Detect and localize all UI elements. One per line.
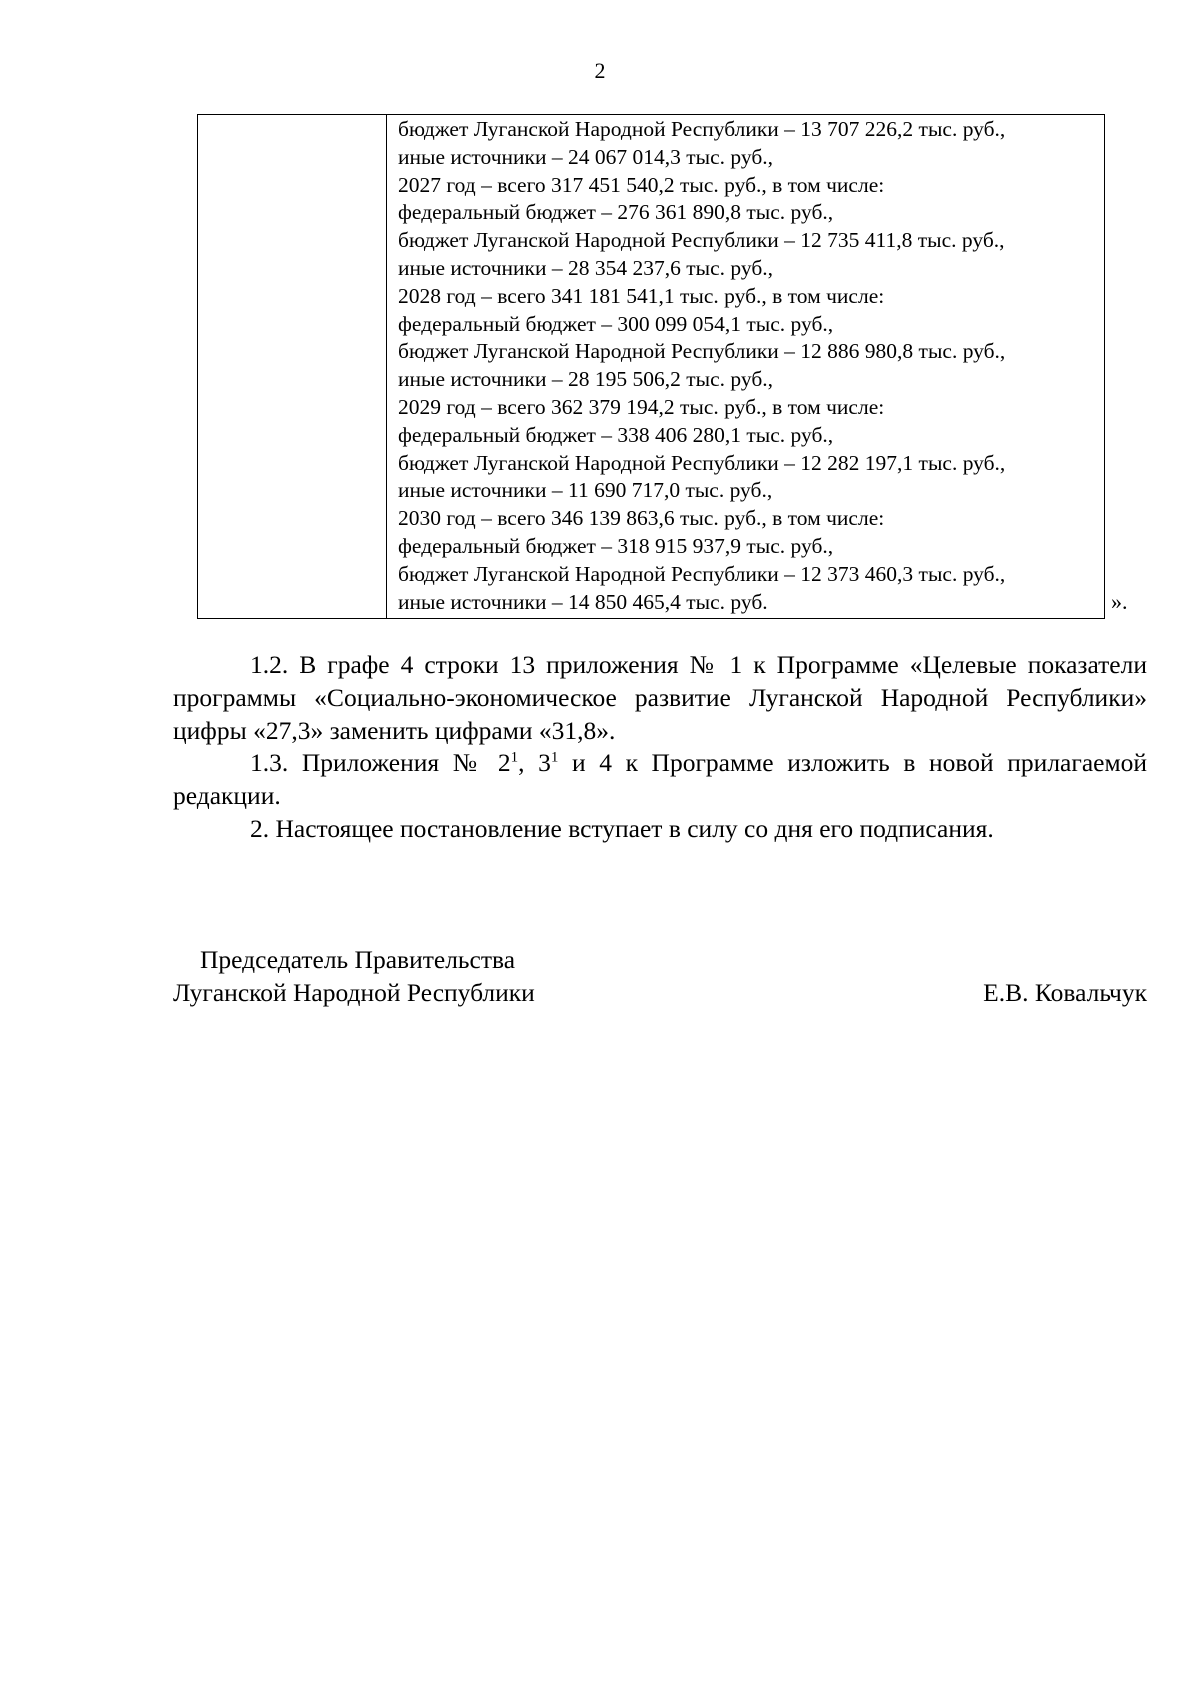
table-line: 2029 год – всего 362 379 194,2 тыс. руб., в том числе: bbox=[398, 394, 885, 419]
signature-organization: Луганской Народной Республики bbox=[173, 978, 535, 1007]
paragraph-2-text: 2. Настоящее постановление вступает в силу со дня его подписания. bbox=[250, 814, 994, 843]
paragraph-1-2 bbox=[173, 648, 1147, 747]
signature-name: Е.В. Ковальчук bbox=[983, 978, 1147, 1007]
page-number: 2 bbox=[594, 58, 606, 83]
paragraph-1-3-part: 1.3. Приложения № 2 bbox=[250, 748, 511, 777]
paragraph-1-3-text bbox=[173, 746, 1147, 812]
table-line: федеральный бюджет – 300 099 054,1 тыс. руб., bbox=[398, 311, 834, 336]
table-cell-funding bbox=[398, 116, 1098, 616]
table-line: бюджет Луганской Народной Республики – 13 707 226,2 тыс. руб., bbox=[398, 117, 1006, 141]
table-line: иные источники – 28 195 506,2 тыс. руб., bbox=[398, 367, 774, 392]
table-line: бюджет Луганской Народной Республики – 12 735 411,8 тыс. руб., bbox=[398, 228, 1005, 253]
paragraph-1-3-part: и 4 к Программе изложить в новой прилагаемой редакции. bbox=[173, 748, 1148, 810]
table-line: иные источники – 14 850 465,4 тыс. руб. bbox=[398, 589, 768, 614]
table-line: бюджет Луганской Народной Республики – 12 373 460,3 тыс. руб., bbox=[398, 561, 1006, 586]
table-line: бюджет Луганской Народной Республики – 12 886 980,8 тыс. руб., bbox=[398, 339, 1006, 364]
table-line: иные источники – 28 354 237,6 тыс. руб., bbox=[398, 255, 774, 280]
closing-quote: ». bbox=[1111, 589, 1128, 614]
table-line: 2028 год – всего 341 181 541,1 тыс. руб., в том числе: bbox=[398, 283, 885, 308]
table-line: бюджет Луганской Народной Республики – 12 282 197,1 тыс. руб., bbox=[398, 450, 1006, 475]
table-line: 2030 год – всего 346 139 863,6 тыс. руб., в том числе: bbox=[398, 506, 885, 531]
budget-table bbox=[197, 114, 1105, 619]
paragraph-1-2-text: 1.2. В графе 4 строки 13 приложения № 1 к Программе «Целевые показатели программы «Социально-экономическое развитие Луганской Народной Республики» цифры «27,3» заменить цифрами «31,8». bbox=[173, 650, 1147, 745]
table-line: иные источники – 11 690 717,0 тыс. руб., bbox=[398, 478, 773, 503]
superscript: 1 bbox=[510, 749, 519, 766]
table-line: федеральный бюджет – 338 406 280,1 тыс. руб., bbox=[398, 422, 834, 447]
table-line: иные источники – 24 067 014,3 тыс. руб., bbox=[398, 144, 774, 169]
paragraph-1-3 bbox=[173, 746, 1147, 812]
paragraph-1-3-part: , 3 bbox=[518, 748, 551, 777]
paragraph-2 bbox=[173, 812, 1147, 845]
table-line: федеральный бюджет – 318 915 937,9 тыс. руб., bbox=[398, 533, 834, 558]
table-column-divider bbox=[386, 115, 387, 618]
superscript: 1 bbox=[550, 749, 559, 766]
signature-title: Председатель Правительства bbox=[200, 945, 516, 974]
table-line: 2027 год – всего 317 451 540,2 тыс. руб., в том числе: bbox=[398, 172, 885, 197]
table-line: федеральный бюджет – 276 361 890,8 тыс. руб., bbox=[398, 200, 834, 225]
